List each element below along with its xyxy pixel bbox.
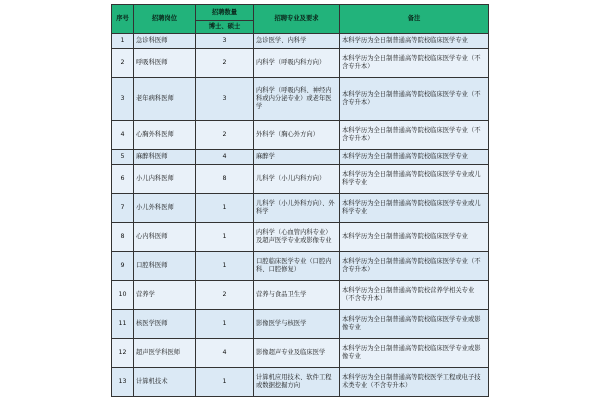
- cell-position: 老年病科医师: [134, 78, 196, 121]
- cell-major: 内科学（呼吸内科、神经内科或内分泌专业）或老年医学: [254, 78, 340, 121]
- cell-position: 核医学医师: [134, 310, 196, 339]
- cell-no: 11: [112, 310, 134, 339]
- cell-no: 3: [112, 78, 134, 121]
- cell-count: 4: [196, 339, 254, 368]
- cell-count: 1: [196, 223, 254, 252]
- cell-note: 本科学历为全日制普通高等院校临床医学专业: [340, 149, 489, 164]
- table-row: [112, 367, 489, 396]
- cell-count: 1: [196, 194, 254, 223]
- table-row: [112, 223, 489, 252]
- cell-position: 营养学: [134, 281, 196, 310]
- cell-note: 本科学历为全日制普通高等院校临床医学专业: [340, 34, 489, 49]
- cell-no: 5: [112, 149, 134, 164]
- cell-major: 儿科学（小儿内科方向）: [254, 165, 340, 194]
- cell-position: 口腔科医师: [134, 252, 196, 281]
- cell-count: 8: [196, 165, 254, 194]
- cell-note: 本科学历为全日制普通高等院校临床医学专业（不含专升本）: [340, 120, 489, 149]
- cell-position: 超声医学科医师: [134, 339, 196, 368]
- cell-note: 本科学历为全日制普通高等院校医学工程或电子技术类专业（不含专升本）: [340, 367, 489, 396]
- cell-major: 影像医学与核医学: [254, 310, 340, 339]
- cell-note: 本科学历为全日制普通高等院校临床医学专业（不含专升本）: [340, 252, 489, 281]
- cell-note: 本科学历为全日制普通高等院校临床医学专业或影像专业: [340, 310, 489, 339]
- table-row: [112, 252, 489, 281]
- cell-no: 7: [112, 194, 134, 223]
- cell-position: 麻醉科医师: [134, 149, 196, 164]
- recruitment-table: [111, 4, 489, 397]
- cell-position: 计算机技术: [134, 367, 196, 396]
- cell-major: 内科学（心血管内科专业）及超声医学专业或影像专业: [254, 223, 340, 252]
- cell-note: 本科学历为全日制普通高等院校临床医学专业（不含专升本）: [340, 49, 489, 78]
- cell-no: 4: [112, 120, 134, 149]
- header-degree: 博士、硕士: [196, 21, 254, 34]
- cell-count: 4: [196, 149, 254, 164]
- cell-no: 13: [112, 367, 134, 396]
- header-no: 序号: [112, 5, 134, 34]
- table-row: [112, 49, 489, 78]
- header-count: 招聘数量: [196, 5, 254, 21]
- header-position: 招聘岗位: [134, 5, 196, 34]
- cell-major: 急诊医学、内科学: [254, 34, 340, 49]
- cell-major: 外科学（胸心外方向）: [254, 120, 340, 149]
- table-row: [112, 165, 489, 194]
- table-row: [112, 310, 489, 339]
- cell-note: 本科学历为全日制普通高等院校临床医学专业或影像专业: [340, 339, 489, 368]
- cell-major: 儿科学（小儿外科方向）、外科学: [254, 194, 340, 223]
- cell-position: 呼吸科医师: [134, 49, 196, 78]
- table-row: [112, 120, 489, 149]
- cell-note: 本科学历为全日制普通高等院校临床医学专业或儿科学专业: [340, 194, 489, 223]
- cell-no: 1: [112, 34, 134, 49]
- cell-note: 本科学历为全日制普通高等院校临床医学专业或儿科学专业: [340, 165, 489, 194]
- cell-position: 小儿内科医师: [134, 165, 196, 194]
- table-header: [112, 5, 489, 34]
- cell-no: 2: [112, 49, 134, 78]
- cell-major: 计算机应用技术、软件工程或数据挖掘方向: [254, 367, 340, 396]
- cell-note: 本科学历为全日制普通高等院校临床医学专业（不含专升本）: [340, 78, 489, 121]
- cell-note: 本科学历为全日制普通高等院校临床医学专业: [340, 223, 489, 252]
- cell-count: 3: [196, 78, 254, 121]
- cell-position: 急诊科医师: [134, 34, 196, 49]
- table-row: [112, 34, 489, 49]
- cell-no: 12: [112, 339, 134, 368]
- table-row: [112, 281, 489, 310]
- cell-major: 影像超声专业及临床医学: [254, 339, 340, 368]
- cell-no: 6: [112, 165, 134, 194]
- header-note: 备注: [340, 5, 489, 34]
- cell-major: 内科学（呼吸内科方向）: [254, 49, 340, 78]
- table-row: [112, 149, 489, 164]
- cell-count: 3: [196, 34, 254, 49]
- header-major: 招聘专业及要求: [254, 5, 340, 34]
- table-row: [112, 339, 489, 368]
- cell-count: 1: [196, 310, 254, 339]
- cell-count: 2: [196, 49, 254, 78]
- cell-major: 麻醉学: [254, 149, 340, 164]
- cell-no: 8: [112, 223, 134, 252]
- cell-count: 1: [196, 252, 254, 281]
- cell-note: 本科学历为全日制普通高等院校营养学相关专业（不含专升本）: [340, 281, 489, 310]
- cell-count: 2: [196, 281, 254, 310]
- cell-position: 心胸外科医师: [134, 120, 196, 149]
- table-row: [112, 78, 489, 121]
- cell-major: 营养与食品卫生学: [254, 281, 340, 310]
- cell-count: 1: [196, 367, 254, 396]
- cell-count: 2: [196, 120, 254, 149]
- table-row: [112, 194, 489, 223]
- cell-no: 9: [112, 252, 134, 281]
- cell-position: 心内科医师: [134, 223, 196, 252]
- cell-position: 小儿外科医师: [134, 194, 196, 223]
- cell-no: 10: [112, 281, 134, 310]
- cell-major: 口腔临床医学专业（口腔内科、口腔修复）: [254, 252, 340, 281]
- table-body: [112, 34, 489, 397]
